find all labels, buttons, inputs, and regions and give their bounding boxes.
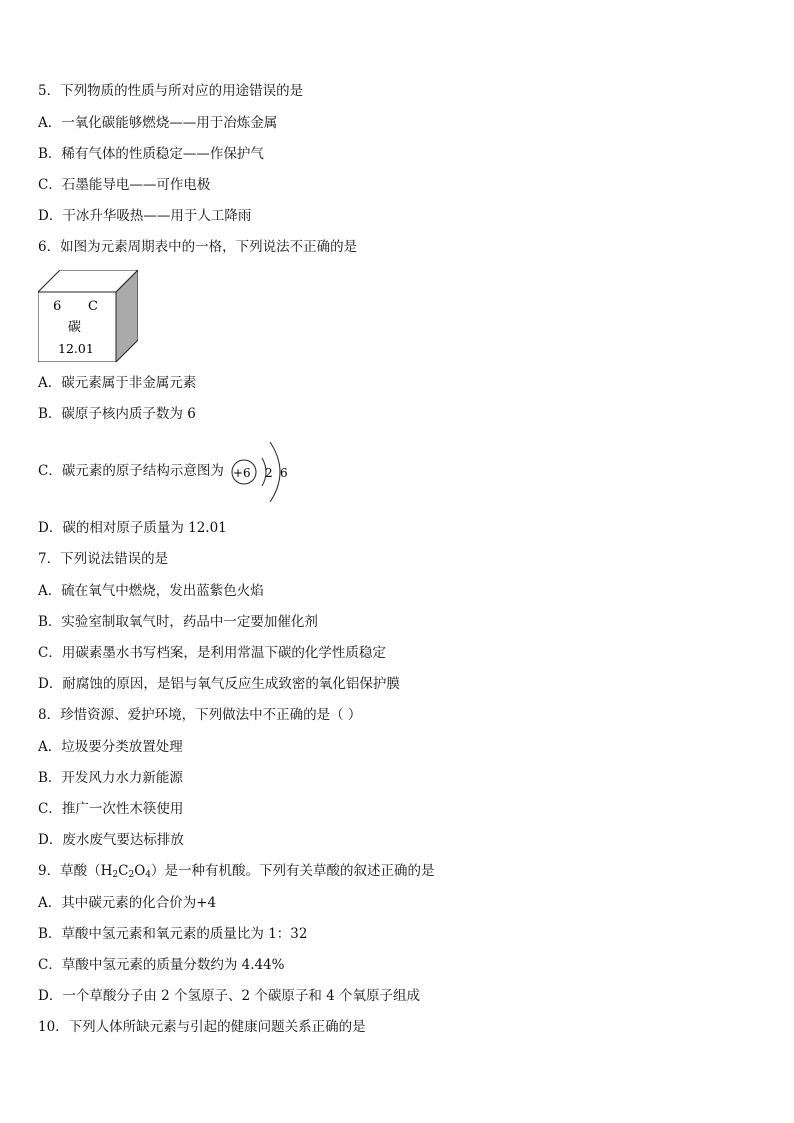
shell-1-electrons: 2 (265, 466, 273, 480)
shell-2-electrons: 6 (280, 466, 288, 480)
question-10-stem: 10．下列人体所缺元素与引起的健康问题关系正确的是 (38, 1019, 366, 1035)
question-8-option-b: B．开发风力水力新能源 (38, 770, 183, 786)
question-9-stem: 9．草酸$(H_2C_2O_4)$是一种有机酸。下列有关草酸的叙述正确的是 (38, 863, 435, 880)
atomic-number: 6 (53, 299, 62, 314)
question-8-stem: 8．珍惜资源、爱护环境，下列做法中不正确的是（ ） (38, 707, 362, 723)
question-5-option-c: C．石墨能导电——可作电极 (38, 177, 211, 193)
question-7-option-c: C．用碳素墨水书写档案，是利用常温下碳的化学性质稳定 (38, 645, 386, 661)
question-9-option-b: B．草酸中氢元素和氧元素的质量比为 1：32 (38, 926, 308, 942)
question-5-option-a: A．一氧化碳能够燃烧——用于冶炼金属 (38, 115, 278, 131)
question-6-option-a: A．碳元素属于非金属元素 (38, 375, 197, 391)
question-5-stem: 5．下列物质的性质与所对应的用途错误的是 (38, 83, 304, 99)
question-7-option-d: D．耐腐蚀的原因，是铝与氧气反应生成致密的氧化铝保护膜 (38, 676, 400, 692)
question-8-option-d: D．废水废气要达标排放 (38, 832, 184, 848)
question-5-option-b: B．稀有气体的性质稳定——作保护气 (38, 146, 264, 162)
question-9-option-c: C．草酸中氢元素的质量分数约为 4.44% (38, 957, 285, 973)
periodic-table-cell (38, 270, 138, 362)
question-6-option-d: D．碳的相对原子质量为 12.01 (38, 520, 227, 536)
question-9-stem-prefix: 9．草酸（H (38, 863, 113, 879)
element-symbol: C (88, 299, 98, 314)
question-5-option-d: D．干冰升华吸热——用于人工降雨 (38, 208, 252, 224)
question-8-option-c: C．推广一次性木筷使用 (38, 801, 184, 817)
question-9-option-d: D．一个草酸分子由 2 个氢原子、2 个碳原子和 4 个氧原子组成 (38, 988, 421, 1004)
question-8-option-a: A．垃圾要分类放置处理 (38, 739, 183, 755)
question-7-stem: 7．下列说法错误的是 (38, 551, 169, 567)
element-name: 碳 (68, 320, 82, 335)
question-9-stem-suffix: ）是一种有机酸。下列有关草酸的叙述正确的是 (151, 863, 435, 879)
question-9-option-a: A．其中碳元素的化合价为+4 (38, 895, 217, 911)
question-6-stem: 6．如图为元素周期表中的一格，下列说法不正确的是 (38, 239, 358, 255)
atom-structure-diagram (230, 434, 300, 510)
atomic-mass: 12.01 (58, 341, 94, 356)
question-7-option-a: A．硫在氧气中燃烧，发出蓝紫色火焰 (38, 583, 264, 599)
question-7-option-b: B．实验室制取氧气时，药品中一定要加催化剂 (38, 614, 318, 630)
question-6-option-b: B．碳原子核内质子数为 6 (38, 406, 196, 422)
question-6-option-c: C．碳元素的原子结构示意图为 (38, 463, 224, 479)
nucleus-charge: +6 (233, 466, 251, 480)
